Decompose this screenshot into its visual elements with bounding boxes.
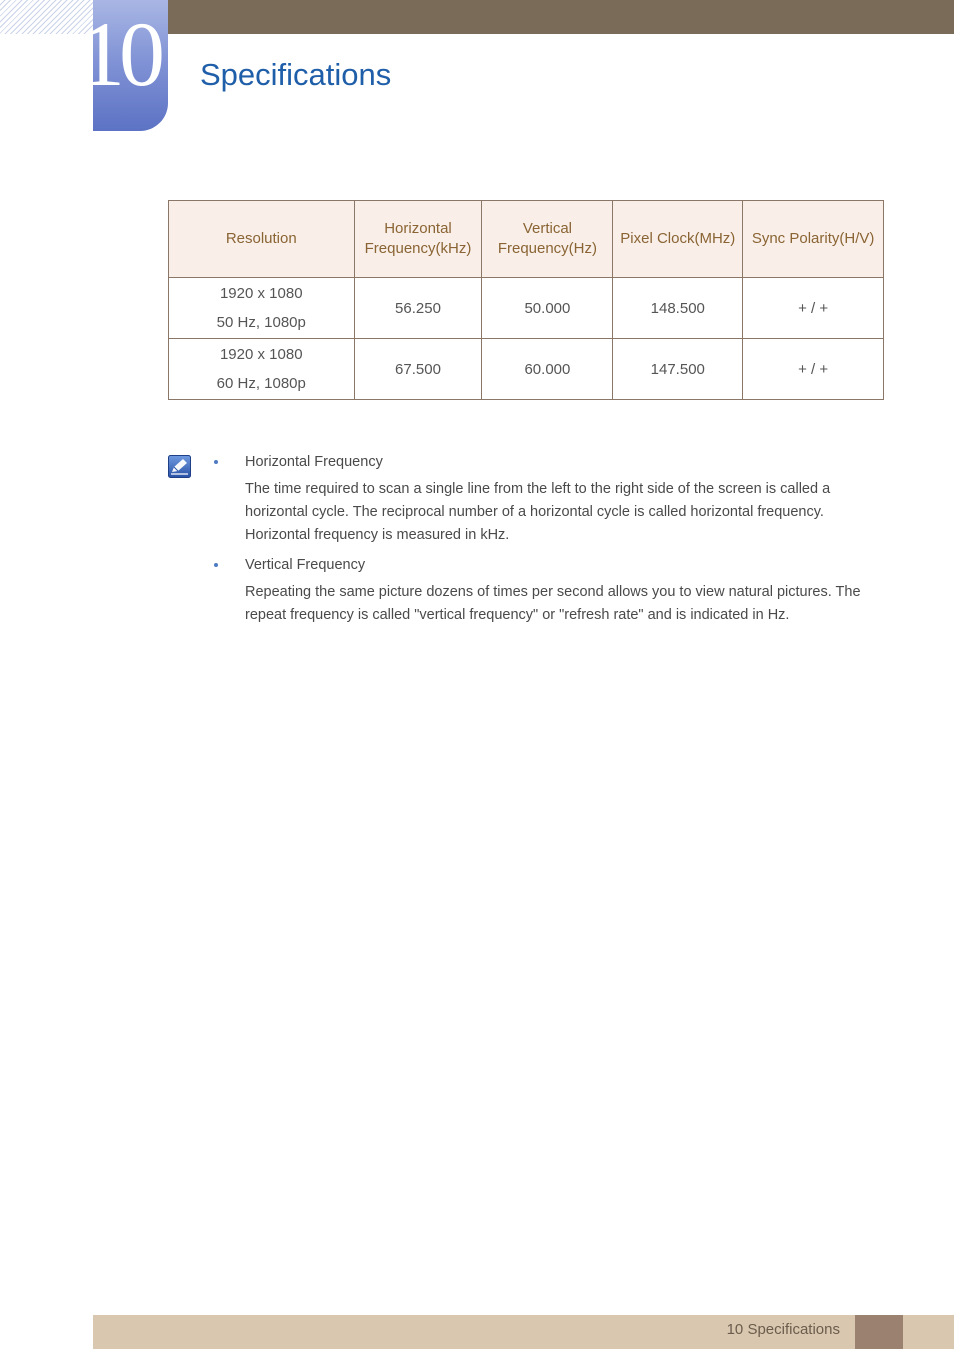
column-header-resolution: Resolution — [169, 201, 355, 278]
sync-polarity-cell: + / + — [743, 339, 884, 400]
note-body: Repeating the same picture dozens of times per second allows you to view natural pictures. The repeat frequency is called "vertical frequency" or "refresh rate" and is indicated in Hz. — [245, 584, 861, 623]
resolution-mode: 60 Hz, 1080p — [216, 375, 306, 392]
vertical-frequency-cell: 50.000 — [482, 278, 613, 339]
column-header-horizontal-frequency: Horizontal Frequency(kHz) — [354, 201, 482, 278]
notes-section — [214, 452, 878, 627]
chapter-number: 10 — [79, 3, 159, 105]
pixel-clock-cell: 147.500 — [613, 339, 743, 400]
column-header-sync-polarity: Sync Polarity(H/V) — [743, 201, 884, 278]
resolution-cell — [169, 278, 355, 339]
note-body: The time required to scan a single line from the left to the right side of the screen is called a horizontal cycle. The reciprocal number of a horizontal cycle is called horizontal frequency. Horizontal frequency is measured in kHz. — [245, 481, 831, 543]
list-item — [214, 555, 878, 627]
resolution-value: 1920 x 1080 — [219, 346, 303, 363]
resolution-mode: 50 Hz, 1080p — [216, 314, 306, 331]
table-row — [169, 278, 884, 339]
column-header-vertical-frequency: Vertical Frequency(Hz) — [482, 201, 613, 278]
bullet-icon — [214, 563, 218, 567]
horizontal-frequency-cell: 56.250 — [354, 278, 482, 339]
vertical-frequency-cell: 60.000 — [482, 339, 613, 400]
timing-table — [168, 200, 884, 400]
footer-page-box — [855, 1315, 903, 1349]
resolution-value: 1920 x 1080 — [219, 285, 303, 302]
horizontal-frequency-cell: 67.500 — [354, 339, 482, 400]
bullet-icon — [214, 460, 218, 464]
column-header-pixel-clock: Pixel Clock(MHz) — [613, 201, 743, 278]
footer-chapter-label: 10 Specifications — [726, 1321, 840, 1338]
note-pencil-icon — [168, 455, 191, 478]
page-title: Specifications — [200, 56, 392, 92]
resolution-cell — [169, 339, 355, 400]
list-item — [214, 452, 878, 547]
table-row — [169, 339, 884, 400]
sync-polarity-cell: + / + — [743, 278, 884, 339]
table-header-row — [169, 201, 884, 278]
note-heading: Horizontal Frequency — [245, 454, 383, 470]
note-heading: Vertical Frequency — [245, 557, 366, 573]
header-bar — [168, 0, 954, 34]
chapter-tab — [79, 0, 168, 131]
pixel-clock-cell: 148.500 — [613, 278, 743, 339]
